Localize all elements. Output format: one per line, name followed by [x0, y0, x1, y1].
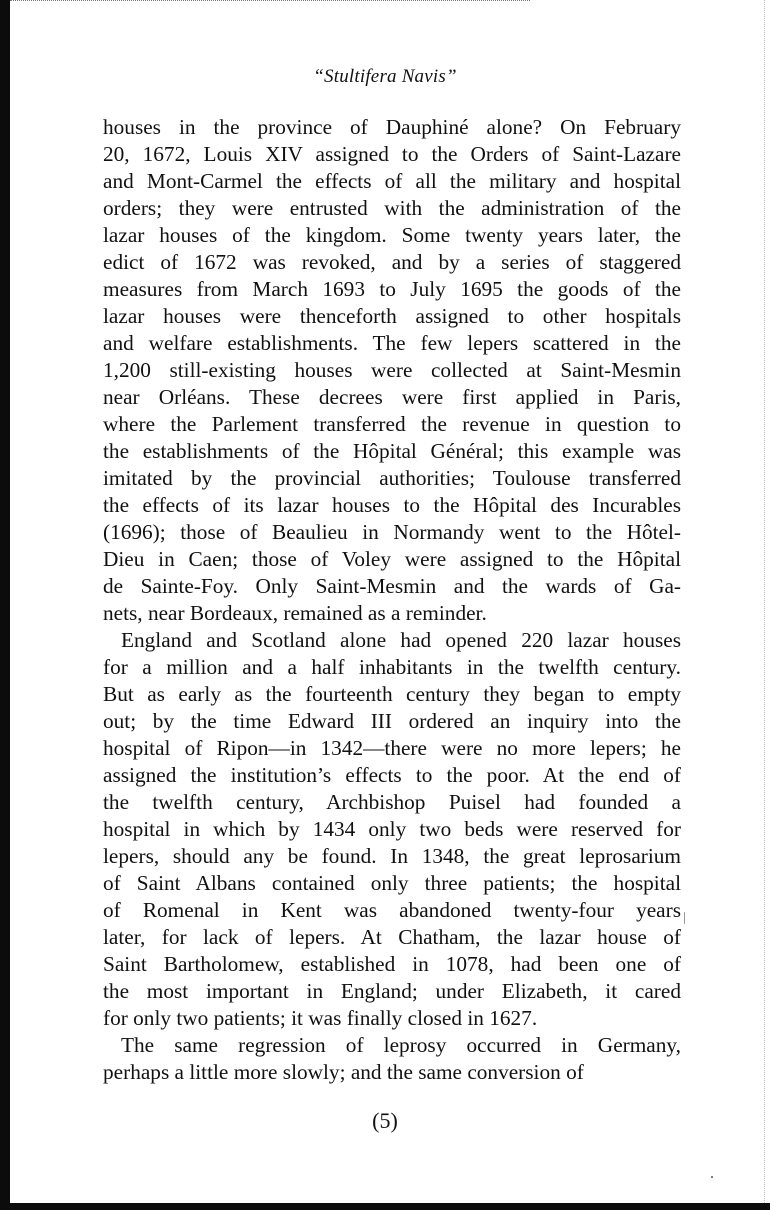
text-line: orders; they were entrusted with the administration of the — [103, 196, 681, 220]
text-line: Dieu in Caen; those of Voley were assigned to the Hôpital — [103, 547, 681, 571]
text-line: But as early as the fourteenth century they began to empty — [103, 682, 681, 706]
text-line: nets, near Bordeaux, remained as a reminder. — [103, 601, 487, 625]
text-line: the twelfth century, Archbishop Puisel had founded a — [103, 790, 681, 814]
text-line: (1696); those of Beaulieu in Normandy went to the Hôtel- — [103, 520, 681, 544]
text-line: hospital of Ripon—in 1342—there were no more lepers; he — [103, 736, 681, 760]
running-head: “Stultifera Navis” — [313, 66, 457, 87]
scan-edge-left — [0, 0, 10, 1210]
text-line: de Sainte-Foy. Only Saint-Mesmin and the wards of Ga- — [103, 574, 681, 598]
scan-edge-bottom — [0, 1203, 770, 1210]
paragraph — [103, 627, 681, 1032]
text-line: of Saint Albans contained only three patients; the hospital — [103, 871, 681, 895]
text-line: for only two patients; it was finally closed in 1627. — [103, 1006, 538, 1030]
text-line: 20, 1672, Louis XIV assigned to the Orders of Saint-Lazare — [103, 142, 681, 166]
text-line: houses in the province of Dauphiné alone? On February — [103, 115, 681, 139]
text-line: edict of 1672 was revoked, and by a series of staggered — [103, 250, 681, 274]
body-text — [103, 114, 681, 1086]
paragraph — [103, 114, 681, 627]
text-line: where the Parlement transferred the revenue in question to — [103, 412, 681, 436]
text-line: assigned the institution’s effects to the poor. At the end of — [103, 763, 681, 787]
scan-edge-right — [764, 0, 766, 1203]
text-line: lazar houses were thenceforth assigned to other hospitals — [103, 304, 681, 328]
text-line: and welfare establishments. The few lepers scattered in the — [103, 331, 681, 355]
text-line: perhaps a little more slowly; and the same conversion of — [103, 1060, 584, 1084]
text-line: 1,200 still-existing houses were collected at Saint-Mesmin — [103, 358, 681, 382]
text-line: out; by the time Edward III ordered an inquiry into the — [103, 709, 681, 733]
text-line: the most important in England; under Elizabeth, it cared — [103, 979, 681, 1003]
text-line: hospital in which by 1434 only two beds were reserved for — [103, 817, 681, 841]
text-line: later, for lack of lepers. At Chatham, the lazar house of — [103, 925, 681, 949]
page-number: (5) — [372, 1108, 398, 1133]
text-line: Saint Bartholomew, established in 1078, had been one of — [103, 952, 681, 976]
text-line: England and Scotland alone had opened 220 lazar houses — [121, 628, 681, 652]
text-line: The same regression of leprosy occurred in Germany, — [121, 1033, 681, 1057]
text-line: the effects of its lazar houses to the Hôpital des Incurables — [103, 493, 681, 517]
scan-speck — [711, 1176, 713, 1178]
text-line: lepers, should any be found. In 1348, the great leprosarium — [103, 844, 681, 868]
text-line: imitated by the provincial authorities; Toulouse transferred — [103, 466, 681, 490]
text-line: of Romenal in Kent was abandoned twenty-four years — [103, 898, 681, 922]
text-line: near Orléans. These decrees were first applied in Paris, — [103, 385, 681, 409]
paragraph — [103, 1032, 681, 1086]
text-line: measures from March 1693 to July 1695 the goods of the — [103, 277, 681, 301]
text-line: and Mont-Carmel the effects of all the military and hospital — [103, 169, 681, 193]
text-line: lazar houses of the kingdom. Some twenty years later, the — [103, 223, 681, 247]
text-line: for a million and a half inhabitants in the twelfth century. — [103, 655, 681, 679]
scan-speck — [684, 912, 685, 924]
scan-edge-top — [10, 0, 530, 3]
text-line: the establishments of the Hôpital Général; this example was — [103, 439, 681, 463]
